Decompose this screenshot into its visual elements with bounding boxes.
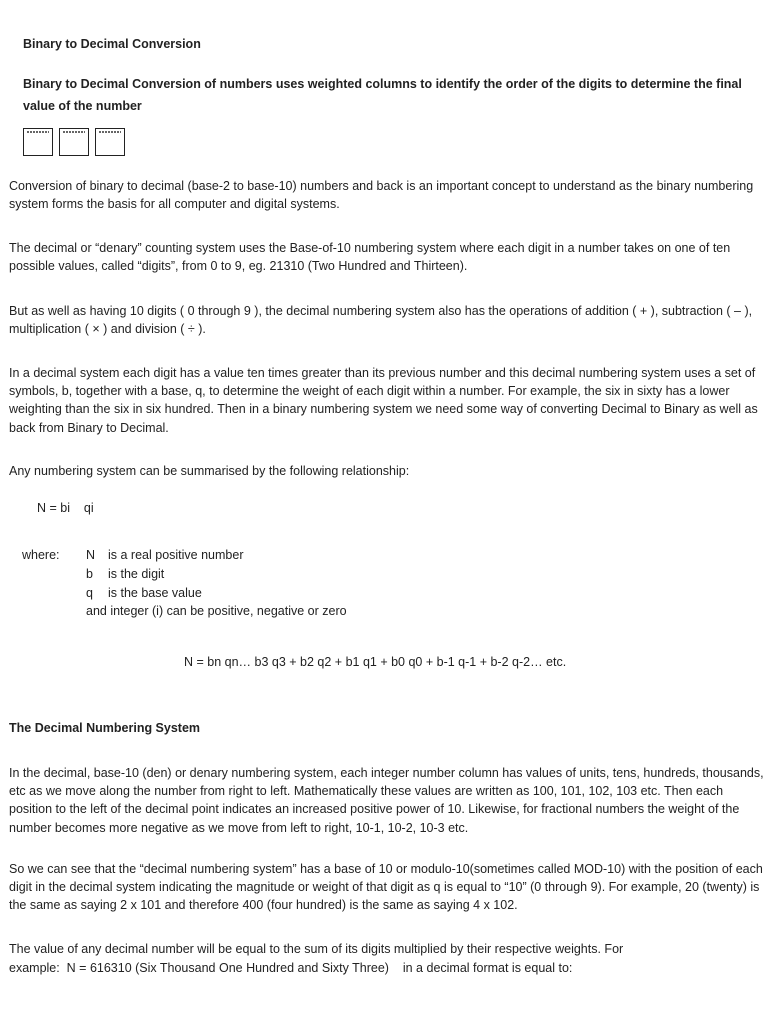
definition-term: N — [86, 548, 96, 562]
definition-term: q — [86, 586, 93, 600]
where-label: where: — [22, 548, 60, 562]
definition-integer: and integer (i) can be positive, negative or zero — [86, 604, 347, 618]
thumbnail-image[interactable] — [95, 128, 125, 156]
definition-N — [86, 546, 243, 564]
paragraph-sum-line-2: example: N = 616310 (Six Thousand One Hundred and Sixty Three) in a decimal format is equal to: — [9, 961, 573, 975]
paragraph-relationship: Any numbering system can be summarised by the following relationship: — [9, 464, 410, 478]
thumbnail-image[interactable] — [59, 128, 89, 156]
paragraph-operations: But as well as having 10 digits ( 0 through 9 ), the decimal numbering system also has the operations of addition ( + ), subtraction ( – ), multiplication ( × ) and division ( ÷ ). — [9, 304, 753, 337]
paragraph-binary-importance: Conversion of binary to decimal (base-2 to base-10) numbers and back is an important concept to understand as the binary numbering system forms the basis for all computer and digital systems. — [9, 179, 754, 212]
definition-b — [86, 565, 164, 583]
definition-text: is the base value — [108, 586, 202, 600]
definition-text: is a real positive number — [108, 548, 244, 562]
thumbnail-image[interactable] — [23, 128, 53, 156]
image-thumbnails — [23, 128, 125, 156]
formula-long: N = bn qn… b3 q3 + b2 q2 + b1 q1 + b0 q0 + b-1 q-1 + b-2 q-2… etc. — [184, 655, 567, 669]
document-title: Binary to Decimal Conversion — [23, 37, 201, 51]
paragraph-decimal-columns: In the decimal, base-10 (den) or denary numbering system, each integer number column has values of units, tens, hundreds, thousands, etc as we move along the number from right to left. Mathematically these values are written as 100, 101, 102, 103 etc. Then each position to the left of the decimal point indicates an increased positive power of 10. Likewise, for fractional numbers the weight of the number becomes more negative as we move from left to right, 10-1, 10-2, 10-3 etc. — [9, 766, 764, 835]
paragraph-sum-line-1: The value of any decimal number will be equal to the sum of its digits multiplied by their respective weights. For — [9, 942, 624, 956]
paragraph-modulo-10: So we can see that the “decimal numbering system” has a base of 10 or modulo-10(sometimes called MOD-10) with the position of each digit in the decimal system indicating the magnitude or weight of that digit as q is equal to “10” (0 through 9). For example, 20 (twenty) is the same as saying 2 x 101 and therefore 400 (four hundred) is the same as saying 4 x 102. — [9, 862, 763, 913]
paragraph-decimal-weights: In a decimal system each digit has a value ten times greater than its previous number and this decimal numbering system uses a set of symbols, b, together with a base, q, to determine the weight of each digit within a number. For example, the six in sixty has a lower weighting than the six in six hundred. Then in a binary numbering system we need some way of converting Decimal to Binary as well as back from Binary to Decimal. — [9, 366, 758, 435]
intro-line-2: value of the number — [23, 99, 142, 113]
paragraph-denary: The decimal or “denary” counting system uses the Base-of-10 numbering system where each digit in a number takes on one of ten possible values, called “digits”, from 0 to 9, eg. 21310 (Two Hundred and Thirteen). — [9, 241, 731, 274]
definition-text: is the digit — [108, 567, 165, 581]
formula-short: N = bi qi — [37, 501, 94, 515]
definition-term: b — [86, 567, 93, 581]
intro-line-1: Binary to Decimal Conversion of numbers uses weighted columns to identify the order of the digits to determine the final — [23, 77, 742, 91]
section-title-decimal: The Decimal Numbering System — [9, 721, 201, 735]
definition-q — [86, 584, 202, 602]
